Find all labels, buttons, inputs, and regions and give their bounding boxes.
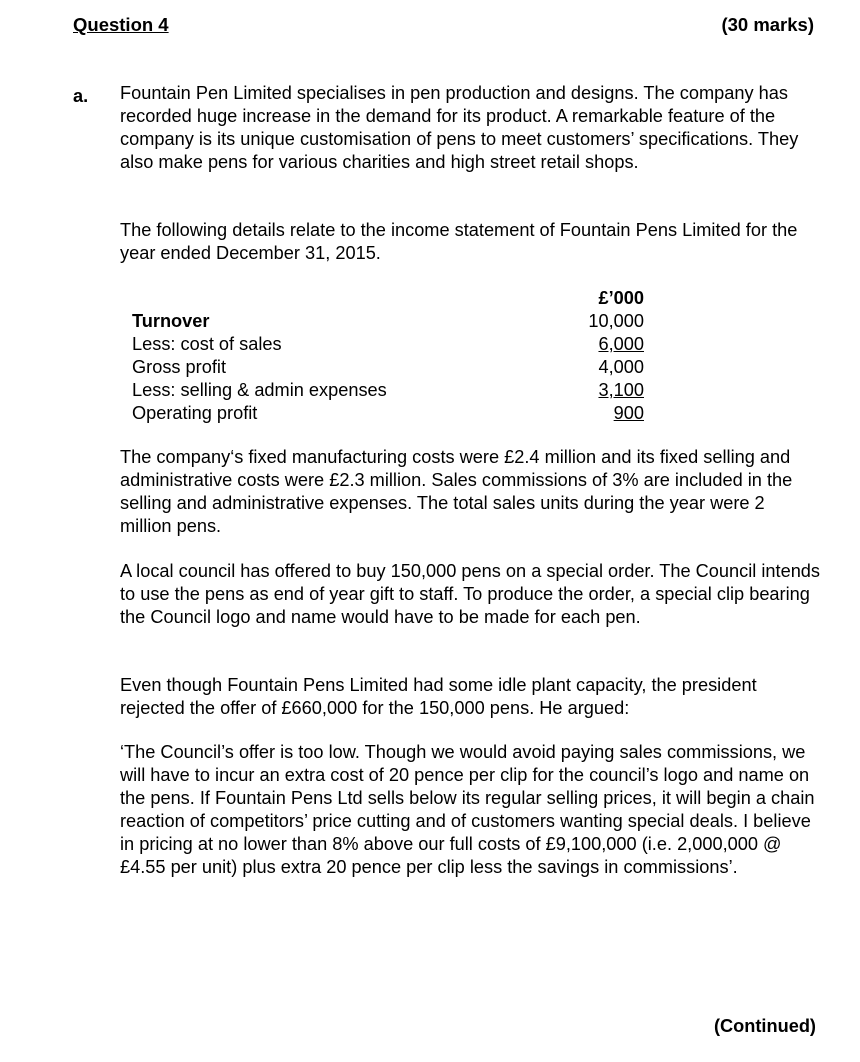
- row-value: [574, 402, 644, 425]
- paragraph-text: The company‘s fixed manufacturing costs were £2.4 million and its fixed selling and administrative costs were £2.3 million. Sales commissions of 3% are included in the selling and administrative expenses. The total sales units during the year were 2 million pens.: [120, 447, 793, 536]
- paragraph-fixed-costs: [120, 446, 820, 538]
- question-title: Question 4: [73, 14, 169, 35]
- table-header-row: [132, 287, 644, 310]
- paragraph-income-intro: [120, 219, 820, 265]
- part-label: a.: [73, 86, 89, 106]
- value-text: 900: [613, 403, 644, 423]
- row-value: [574, 356, 644, 379]
- paragraph-quote: [120, 741, 820, 879]
- table-row: [132, 356, 644, 379]
- row-label: Less: cost of sales: [132, 334, 282, 354]
- income-statement-table: [132, 287, 644, 425]
- paragraph-text: ‘The Council’s offer is too low. Though we would avoid paying sales commissions, we will have to incur an extra cost of 20 pence per clip for the council’s logo and name on the pens. If Fountain Pens Ltd sells below its regular selling prices, it will begin a chain reaction of competitors’ price cutting and of customers wanting special deals. I believe in pricing at no lower than 8% above our full costs of £9,100,000 (i.e. 2,000,000 @ £4.55 per unit) plus extra 20 pence per clip less the savings in commissions’.: [120, 742, 815, 877]
- table-row: [132, 402, 644, 425]
- value-text: 10,000: [588, 311, 644, 331]
- row-label: Operating profit: [132, 403, 258, 423]
- table-row: [132, 379, 644, 402]
- row-value: [574, 379, 644, 402]
- marks-label: (30 marks): [721, 14, 814, 35]
- paragraph-text: A local council has offered to buy 150,000 pens on a special order. The Council intends to use the pens as end of year gift to staff. To produce the order, a special clip bearing the Council logo and name would have to be made for each pen.: [120, 561, 821, 627]
- paragraph-text: Even though Fountain Pens Limited had some idle plant capacity, the president rejected the offer of £660,000 for the 150,000 pens. He argued:: [120, 675, 757, 718]
- value-text: 4,000: [598, 357, 644, 377]
- row-label: Turnover: [132, 311, 210, 331]
- value-text: 3,100: [598, 380, 644, 400]
- paragraph-special-order: [120, 560, 820, 629]
- row-value: [574, 310, 644, 333]
- table-row: [132, 333, 644, 356]
- value-text: 6,000: [598, 334, 644, 354]
- paragraph-text: The following details relate to the income statement of Fountain Pens Limited for the year ended December 31, 2015.: [120, 220, 798, 263]
- paragraph-president: [120, 674, 820, 720]
- continued-label: (Continued): [713, 1016, 816, 1036]
- paragraph-intro: [120, 82, 820, 174]
- unit-header: £’000: [598, 288, 644, 308]
- row-label: Less: selling & admin expenses: [132, 380, 387, 400]
- table-row: [132, 310, 644, 333]
- row-value: [574, 333, 644, 356]
- paragraph-text: Fountain Pen Limited specialises in pen production and designs. The company has recorded huge increase in the demand for its product. A remarkable feature of the company is its unique customisation of pens to meet customers’ specifications. They also make pens for various charities and high street retail shops.: [120, 83, 799, 172]
- row-label: Gross profit: [132, 357, 226, 377]
